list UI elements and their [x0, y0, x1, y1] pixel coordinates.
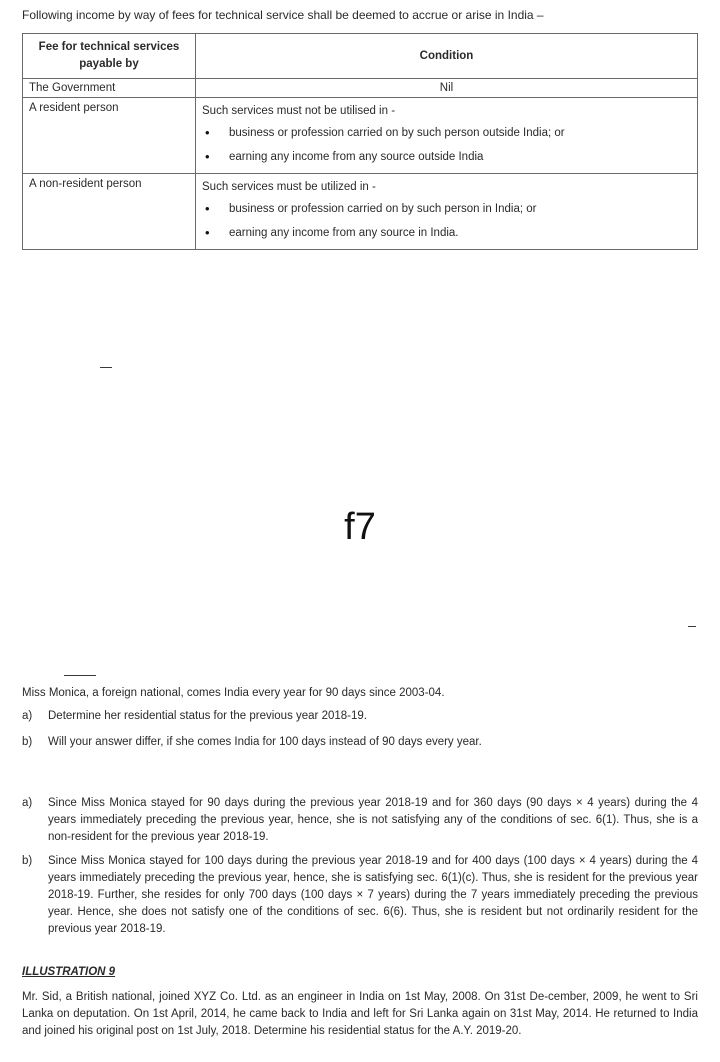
item-label: b) [22, 736, 33, 748]
illustration-heading: ILLUSTRATION 9 [22, 966, 116, 978]
list-item: • earning any income from any source outside India [202, 145, 691, 169]
illustration-text: Mr. Sid, a British national, joined XYZ Co. Ltd. as an engineer in India on 1st May, 2008. On 31st De-cember, 2009, he went to Sri Lanka on deputation. On 1st April, 2014, he came back to India and left for Sri Lanka again on 31st May, 2014. He returned to India and joined his original post on 1st July, 2018. Determine his residential status for the A.Y. 2019-20. [22, 991, 698, 1037]
item-text: Determine her residential status for the previous year 2018-19. [48, 710, 367, 722]
row-payable-by: The Government [23, 79, 196, 98]
answer-b [22, 853, 698, 938]
header-payable-by: Fee for technical services payable by [23, 34, 196, 79]
row-condition: Nil [196, 79, 698, 98]
page-number: f7 [344, 506, 376, 548]
answer-label: a) [22, 797, 33, 809]
row-condition [196, 174, 698, 250]
stray-mark [688, 626, 696, 627]
table-row [23, 174, 698, 250]
answer-a [22, 795, 698, 846]
intro-text: Following income by way of fees for technical service shall be deemed to accrue or arise in India – [22, 8, 544, 22]
condition-heading: Such services must not be utilised in - [202, 105, 396, 117]
list-item: • business or profession carried on by such person outside India; or [202, 121, 691, 145]
table-header-row [23, 34, 698, 79]
row-payable-by: A non-resident person [23, 174, 196, 250]
answer-text: Since Miss Monica stayed for 90 days during the previous year 2018-19 and for 360 days (90 days × 4 years) during the 4 years immediately preceding the previous year, hence, she is not satisfying any of the conditions of sec. 6(1). Thus, she is a non-resident for the previous year 2018-19. [48, 797, 698, 843]
stray-mark [100, 367, 112, 368]
answer-text: Since Miss Monica stayed for 100 days during the previous year 2018-19 and for 400 days (100 days × 4 years) during the 4 years immediately preceding the previous year, hence, she is satisfying sec. 6(1)(c). Thus, she is resident for the previous year 2018-19. Further, she resides for only 700 days (100 days × 7 years) during the 7 years immediately preceding the previous year. Hence, she does not satisfy one of the conditions of sec. 6(6). Thus, she is resident but not ordinarily resident for the previous year 2018-19. [48, 855, 698, 935]
item-label: a) [22, 710, 33, 722]
question-intro: Miss Monica, a foreign national, comes India every year for 90 days since 2003-04. [22, 687, 445, 699]
table-row [23, 79, 698, 98]
answer-label: b) [22, 855, 33, 867]
condition-heading: Such services must be utilized in - [202, 181, 376, 193]
row-payable-by: A resident person [23, 98, 196, 174]
list-item: • earning any income from any source in India. [202, 221, 691, 245]
list-item: • business or profession carried on by such person in India; or [202, 197, 691, 221]
stray-mark [64, 675, 96, 676]
condition-list [202, 121, 691, 169]
table-row [23, 98, 698, 174]
condition-list [202, 197, 691, 245]
item-text: Will your answer differ, if she comes India for 100 days instead of 90 days every year. [48, 736, 482, 748]
row-condition [196, 98, 698, 174]
fee-table [22, 33, 698, 250]
header-condition: Condition [196, 34, 698, 79]
